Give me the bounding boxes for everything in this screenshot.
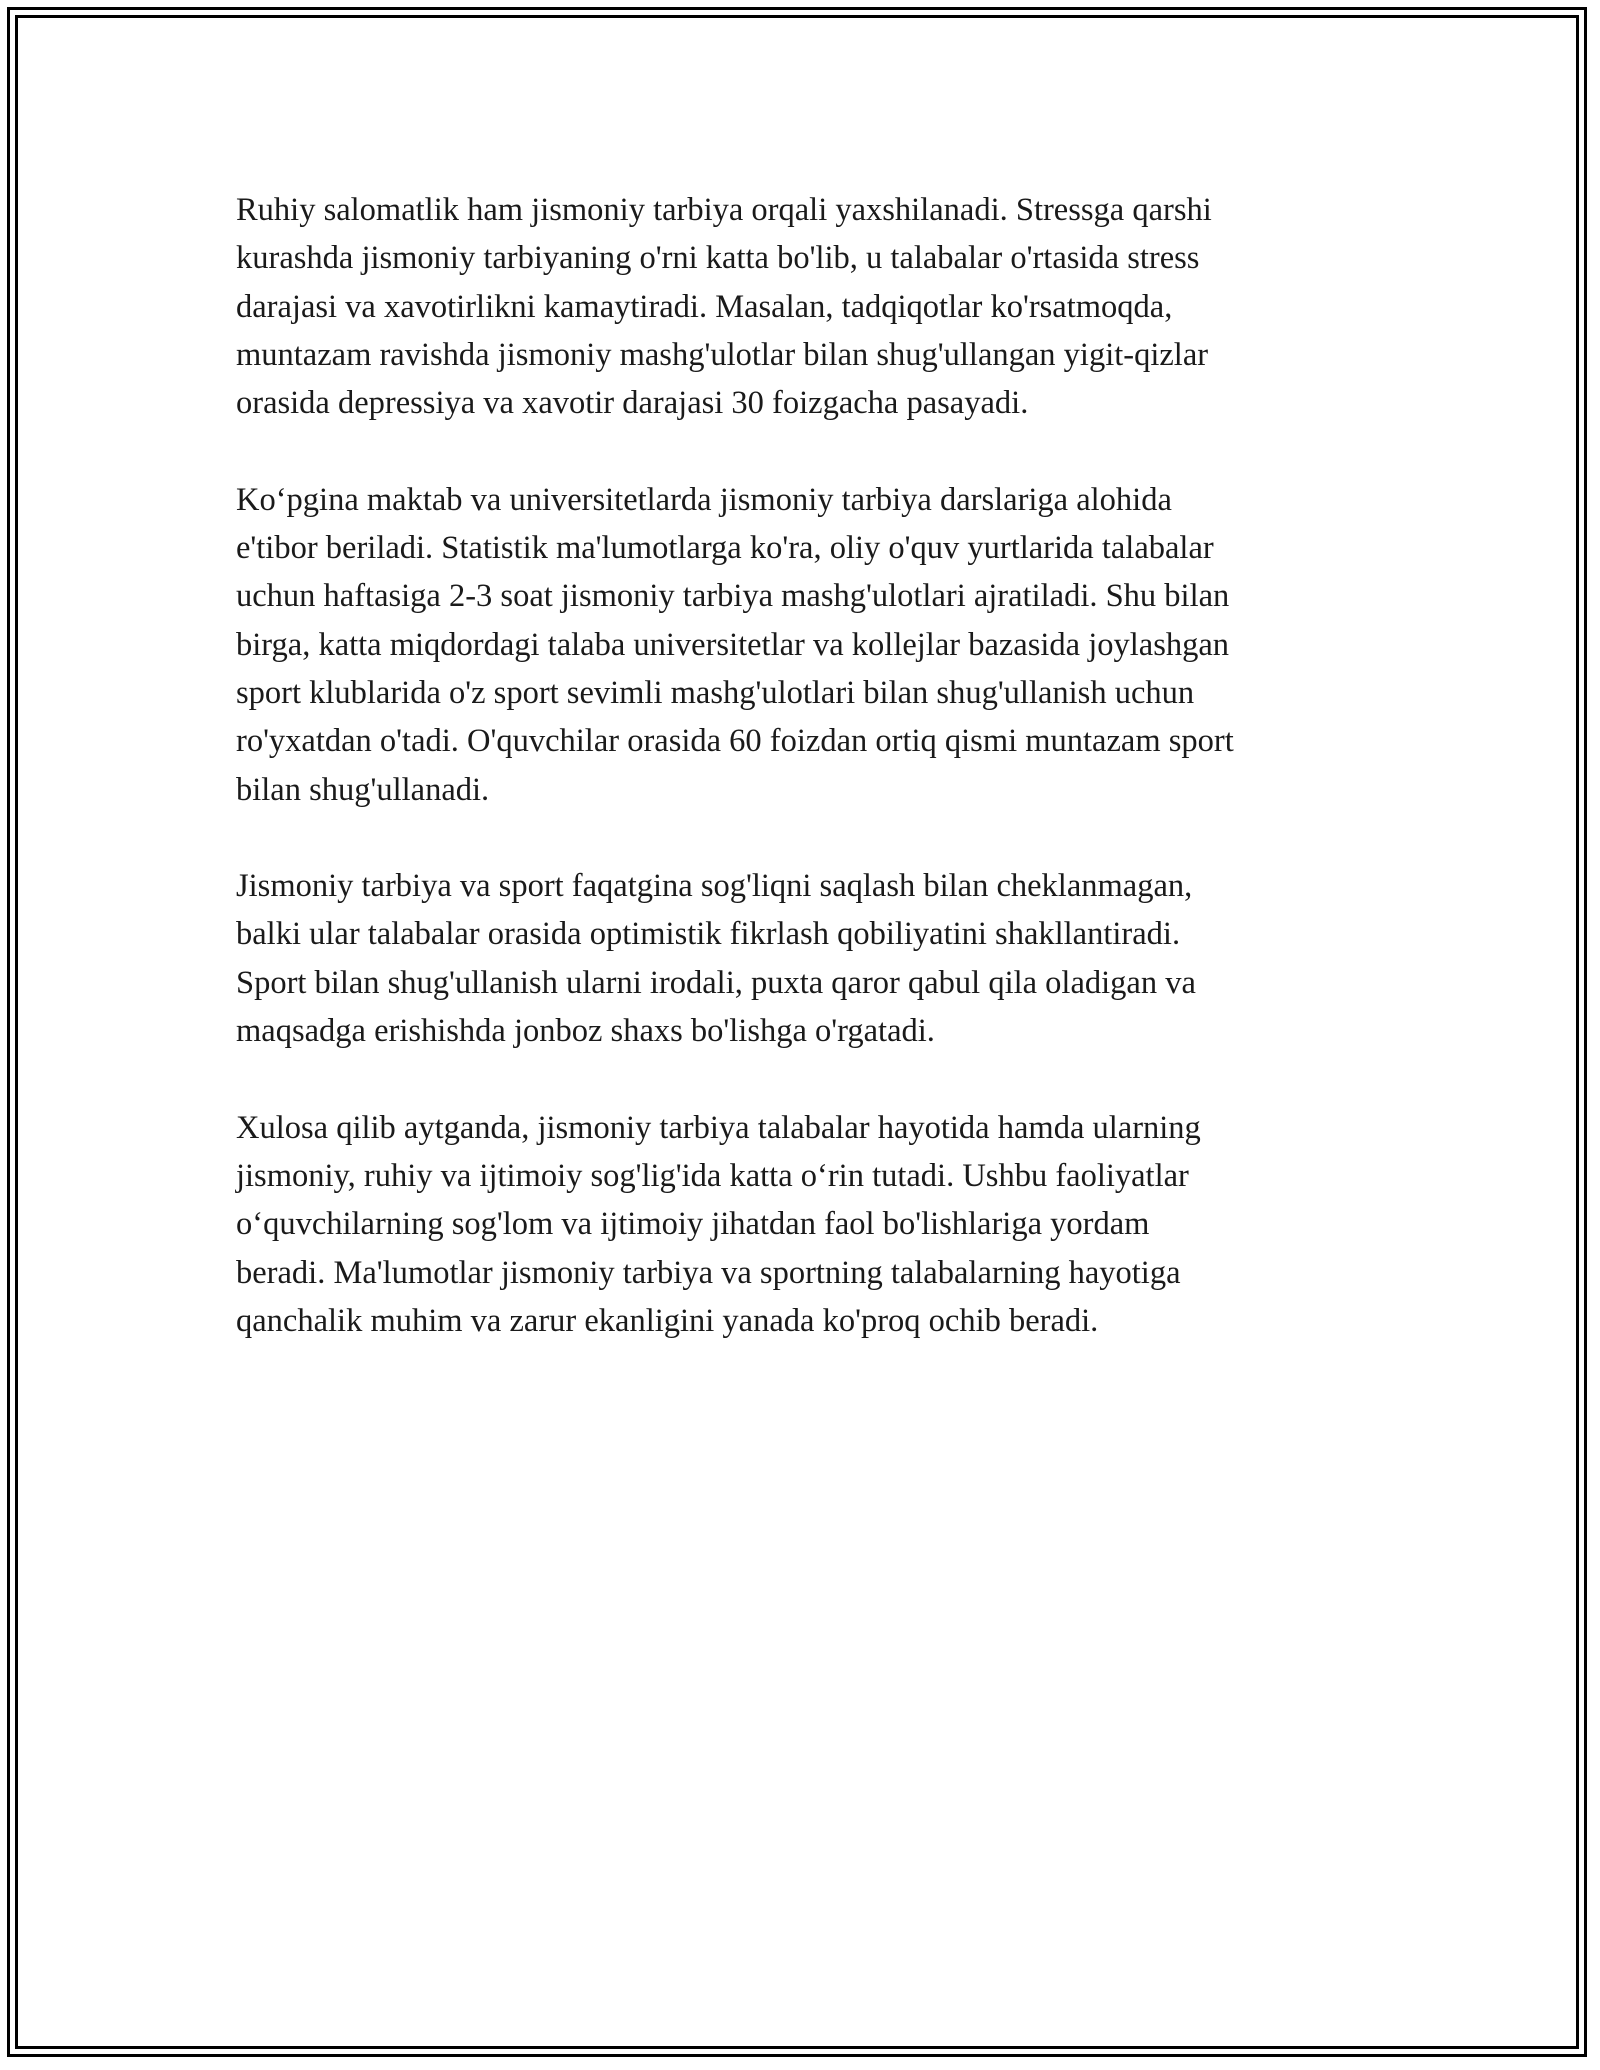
document-body — [236, 186, 1376, 1393]
text-line: Jismoniy tarbiya va sport faqatgina sog'liqni saqlash bilan cheklanmagan, — [236, 868, 1193, 905]
text-line: Xulosa qilib aytganda, jismoniy tarbiya talabalar hayotida hamda ularning — [236, 1109, 1201, 1146]
text-line: Sport bilan shug'ullanish ularni irodali, puxta qaror qabul qila oladigan va — [236, 964, 1196, 1001]
paragraph-conclusion — [236, 1104, 1376, 1345]
text-line: oʻquvchilarning sog'lom va ijtimoiy jihatdan faol bo'lishlariga yordam — [236, 1206, 1150, 1243]
text-line: uchun haftasiga 2-3 soat jismoniy tarbiya mashg'ulotlari ajratiladi. Shu bilan — [236, 578, 1230, 615]
paragraph-schools-universities — [236, 476, 1376, 814]
text-line: balki ular talabalar orasida optimistik fikrlash qobiliyatini shakllantiradi. — [236, 916, 1181, 953]
text-line: jismoniy, ruhiy va ijtimoiy sog'lig'ida katta oʻrin tutadi. Ushbu faoliyatlar — [236, 1157, 1189, 1194]
text-line: orasida depressiya va xavotir darajasi 30 foizgacha pasayadi. — [236, 385, 1029, 422]
text-line: Ruhiy salomatlik ham jismoniy tarbiya orqali yaxshilanadi. Stressga qarshi — [236, 192, 1212, 228]
paragraph-mental-health — [236, 186, 1376, 427]
text-line: ro'yxatdan o'tadi. O'quvchilar orasida 60 foizdan ortiq qismi muntazam sport — [236, 723, 1234, 760]
text-line: darajasi va xavotirlikni kamaytiradi. Masalan, tadqiqotlar ko'rsatmoqda, — [236, 288, 1173, 325]
text-line: muntazam ravishda jismoniy mashg'ulotlar bilan shug'ullangan yigit-qizlar — [236, 336, 1209, 373]
text-line: Koʻpgina maktab va universitetlarda jismoniy tarbiya darslariga alohida — [236, 481, 1172, 518]
text-line: beradi. Ma'lumotlar jismoniy tarbiya va sportning talabalarning hayotiga — [236, 1254, 1181, 1291]
text-line: kurashda jismoniy tarbiyaning o'rni katta bo'lib, u talabalar o'rtasida stress — [236, 240, 1200, 277]
text-line: sport klublarida o'z sport sevimli mashg'ulotlari bilan shug'ullanish uchun — [236, 674, 1195, 711]
text-line: birga, katta miqdordagi talaba universitetlar va kollejlar bazasida joylashgan — [236, 626, 1230, 663]
text-line: qanchalik muhim va zarur ekanligini yanada ko'proq ochib beradi. — [236, 1302, 1099, 1339]
text-line: bilan shug'ullanadi. — [236, 771, 490, 808]
text-line: e'tibor beriladi. Statistik ma'lumotlarga ko'ra, oliy o'quv yurtlarida talabalar — [236, 530, 1214, 567]
paragraph-sport-character — [236, 862, 1376, 1055]
text-line: maqsadga erishishda jonboz shaxs bo'lishga o'rgatadi. — [236, 1013, 935, 1050]
